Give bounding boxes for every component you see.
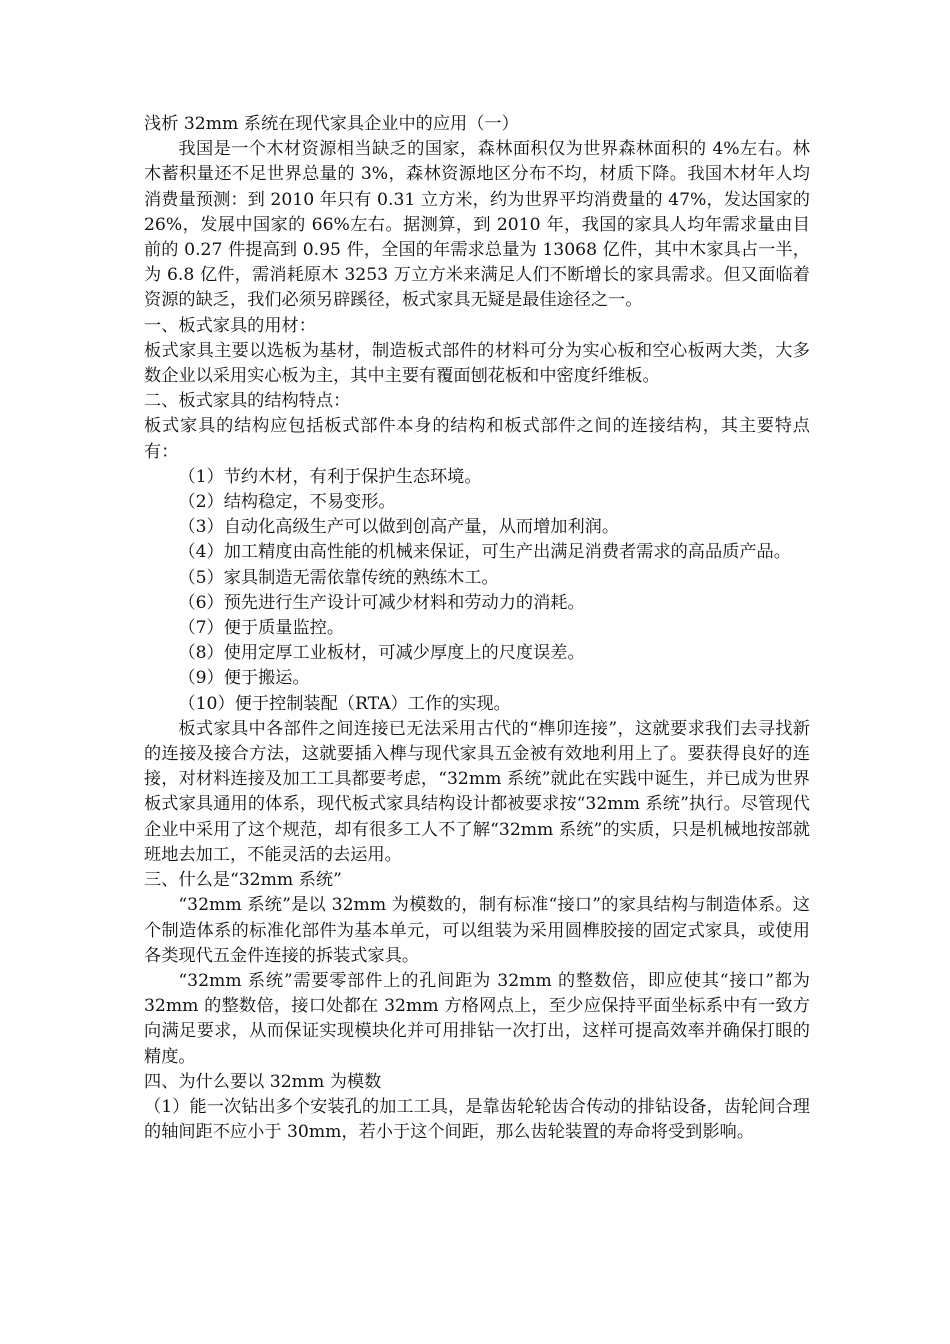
section-2-body: 板式家具的结构应包括板式部件本身的结构和板式部件之间的连接结构，其主要特点有：: [144, 416, 810, 462]
section-2-heading: 二、板式家具的结构特点：: [144, 391, 351, 412]
section-3-paragraph-2: “32mm 系统”需要零部件上的孔间距为 32mm 的整数倍，即应使其“接口”都为 32mm 的整数倍，接口处都在 32mm 方格网点上，至少应保持平面坐标系中有一致方向满足要求，从而保证实现模块化并可用排钻一次打出，这样可提高效率并确保打眼的精度。: [144, 970, 810, 1067]
section-4-heading: 四、为什么要以 32mm 为模数: [144, 1071, 382, 1092]
section-1-heading: 一、板式家具的用材：: [144, 315, 316, 336]
section-3-paragraph-1: “32mm 系统”是以 32mm 为模数的，制有标准“接口”的家具结构与制造体系。这个制造体系的标准化部件为基本单元，可以组装为采用圆榫胶接的固定式家具，或使用各类现代五金件连接的拆装式家具。: [144, 895, 810, 966]
section-2-closing-paragraph: 板式家具中各部件之间连接已无法采用古代的“榫卯连接”，这就要求我们去寻找新的连接及接合方法，这就要插入榫与现代家具五金被有效地利用上了。要获得良好的连接，对材料连接及加工工具都要考虑，“32mm 系统”就此在实践中诞生，并已成为世界板式家具通用的体系，现代板式家具结构设计都被要求按“32mm 系统”执行。尽管现代企业中采用了这个规范，却有很多工人不了解“32mm 系统”的实质，只是机械地按部就班地去加工，不能灵活的去运用。: [144, 718, 810, 865]
list-item: （5）家具制造无需依靠传统的熟练木工。: [178, 567, 499, 588]
document-page: [144, 112, 810, 1145]
list-item: （4）加工精度由高性能的机械来保证，可生产出满足消费者需求的高品质产品。: [178, 542, 791, 563]
list-item: （9）便于搬运。: [178, 668, 310, 689]
document-title: 浅析 32mm 系统在现代家具企业中的应用（一）: [144, 114, 519, 134]
list-item: （3）自动化高级生产可以做到创高产量，从而增加利润。: [178, 517, 620, 538]
section-1-body: 板式家具主要以选板为基材，制造板式部件的材料可分为实心板和空心板两大类，大多数企业以采用实心板为主，其中主要有覆面刨花板和中密度纤维板。: [144, 340, 810, 387]
list-item: （6）预先进行生产设计可减少材料和劳动力的消耗。: [178, 592, 585, 613]
section-3-heading: 三、什么是“32mm 系统”: [144, 870, 342, 891]
list-item: （2）结构稳定，不易变形。: [178, 492, 396, 513]
list-item: （8）使用定厚工业板材，可减少厚度上的尺度误差。: [178, 643, 585, 664]
list-item: （1）节约木材，有利于保护生态环境。: [178, 466, 482, 487]
list-item: （7）便于质量监控。: [178, 618, 345, 639]
section-4-paragraph-1: （1）能一次钻出多个安装孔的加工工具，是靠齿轮轮齿合传动的排钻设备，齿轮间合理的轴间距不应小于 30mm，若小于这个间距，那么齿轮装置的寿命将受到影响。: [144, 1096, 810, 1143]
intro-paragraph: 我国是一个木材资源相当缺乏的国家，森林面积仅为世界森林面积的 4%左右。林木蓄积量还不足世界总量的 3%，森林资源地区分布不均，材质下降。我国木材年人均消费量预测：到 2010 年只有 0.31 立方米，约为世界平均消费量的 47%，发达国家的 26%，发展中国家的 66%左右。据测算，到 2010 年，我国的家具人均年需求量由目前的 0.27 件提高到 0.95 件，全国的年需求总量为 13068 亿件，其中木家具占一半，为 6.8 亿件，需消耗原木 3253 万立方米来满足人们不断增长的家具需求。但又面临着资源的缺乏，我们必须另辟蹊径，板式家具无疑是最佳途径之一。: [144, 139, 810, 311]
list-item: （10）便于控制装配（RTA）工作的实现。: [178, 693, 511, 714]
